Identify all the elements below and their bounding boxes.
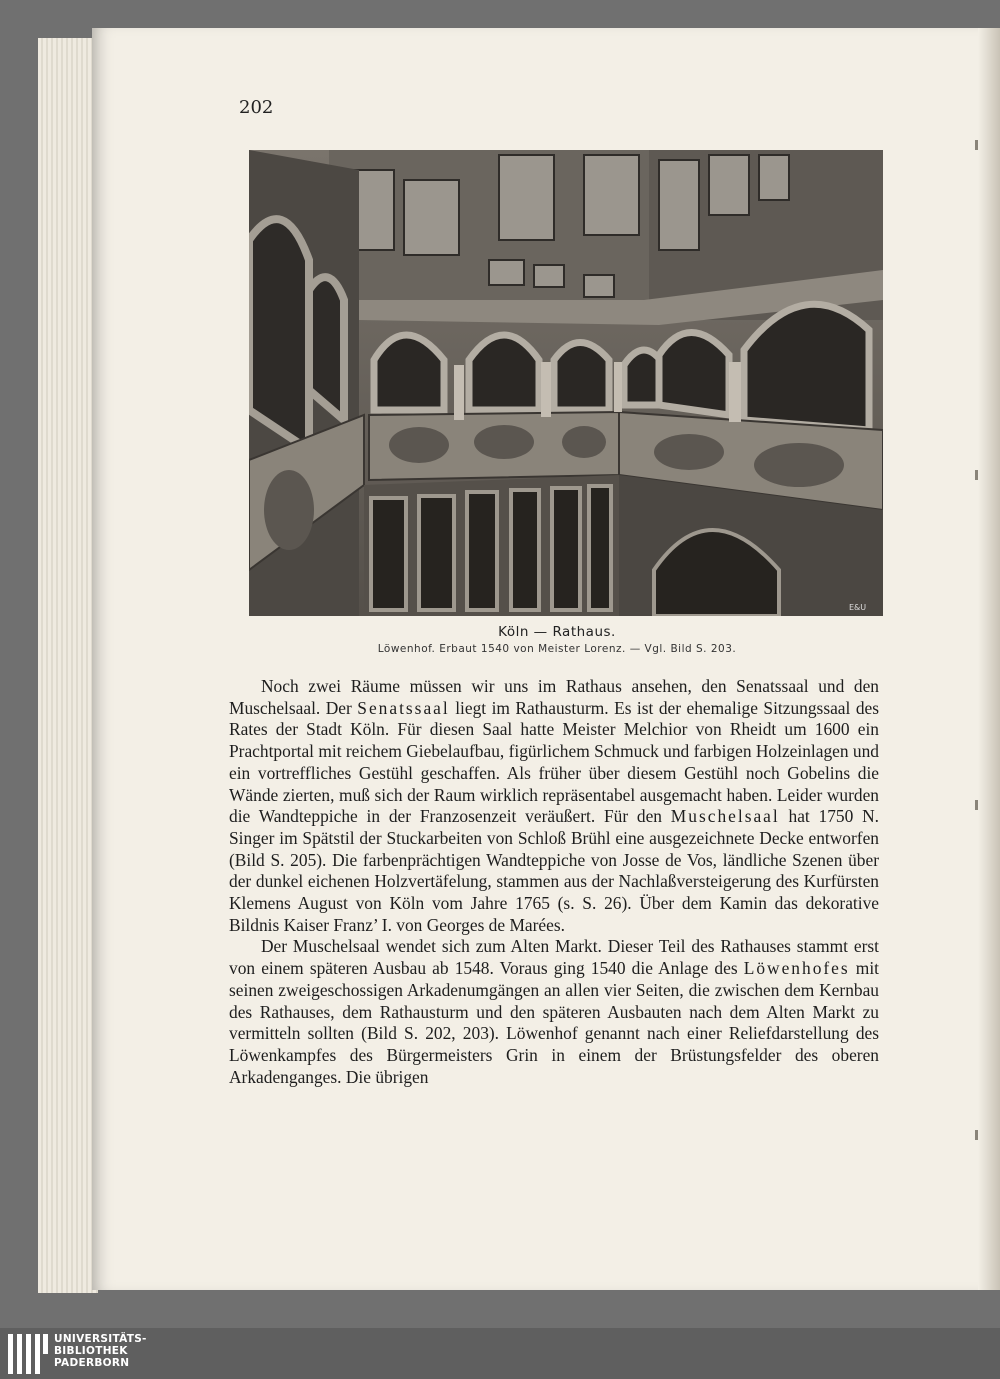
text-run: mit seinen zweigeschossigen Arkadenumgängen an allen vier Seiten, die zwischen dem Kernbau des Rathauses, dem Rathausturm und den späteren Ausbauten nach dem Alten Markt zu vermitteln sollten (Bild S. 202, 203). Löwenhof genannt nach einer Reliefdarstellung des Löwenkampfes des Bürgermeisters Grin in einem der Brüstungsfelder des oberen Arkadenganges. Die übrigen [229,958,879,1087]
library-name-line: PADERBORN [54,1357,130,1369]
spaced-term: Senatssaal [357,697,450,718]
page-number: 202 [239,97,274,118]
text-run: hat 1750 N. Singer im Spätstil der Stuckarbeiten von Schloß Brühl eine ausgezeichnete Decke entworfen (Bild S. 205). Die farbenprächtigen Wandteppiche von Josse de Vos, ländliche Szenen über der dunkel eichenen Holzvertäfelung, stammen aus der Nachlaßversteigerung des Kurfürsten Klemens August von Köln vom Jahre 1765 (s. S. 26). Über dem Kamin das dekorative Bildnis Kaiser Franz’ I. von Georges de Marées. [229,806,880,935]
courtyard-photograph [249,150,883,616]
library-name-line: UNIVERSITÄTS- [54,1333,147,1345]
binding-stitch [975,1130,978,1140]
paragraph-2 [229,936,879,1088]
plate-mark: E&U [849,603,867,612]
arcade-illustration [249,150,883,616]
page-gutter [978,28,1000,1290]
library-name [54,1333,147,1369]
binding-stitch [975,470,978,480]
spaced-term: Löwenhofes [743,958,850,979]
binding-stitch [975,140,978,150]
library-name-line: BIBLIOTHEK [54,1345,128,1357]
body-text [229,676,879,1088]
page-edges [38,38,98,1293]
text-run: Noch zwei Räume müssen wir uns im Rathaus ansehen, den Senatssaal und den Muschelsaal. Der [229,676,879,718]
figure-caption-subtitle: Löwenhof. Erbaut 1540 von Meister Lorenz. — Vgl. Bild S. 203. [377,643,737,655]
library-logo-icon [8,1334,48,1374]
text-run: liegt im Rathausturm. Es ist der ehemalige Sitzungssaal des Rates der Stadt Köln. Für diesen Saal hatte Meister Melchior von Rheidt um 1600 ein Prachtportal mit reichem Giebelaufbau, figürlichem Schmuck und farbigen Holzeinlagen und ein vortreffliches Gestühl geschaffen. Als früher über diesem Gestühl noch Gobelins die Wände zierten, muß sich der Raum wirklich repräsentabel ausgemacht haben. Leider wurden die Wandteppiche in der Franzosenzeit veräußert. Für den [229,697,880,827]
library-footer [0,1328,1000,1379]
paragraph-1 [229,676,879,936]
binding-stitch [975,800,978,810]
text-run: Der Muschelsaal wendet sich zum Alten Markt. Dieser Teil des Rathauses stammt erst von einem späteren Ausbau ab 1548. Voraus ging 1540 die Anlage des [229,936,879,979]
figure-caption-title: Köln — Rathaus. [498,624,616,640]
spaced-term: Muschelsaal [670,806,780,827]
